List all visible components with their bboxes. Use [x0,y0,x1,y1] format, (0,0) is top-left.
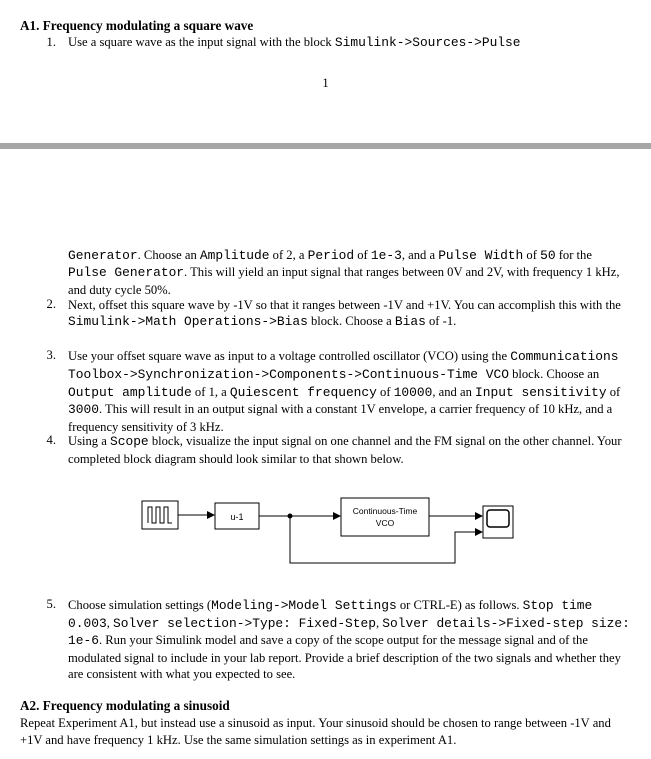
item-number: 4. [46,433,56,447]
item1-continuation: Generator. Choose an Amplitude of 2, a Period of 1e-3, and a Pulse Width of 50 for the Pulse Generator. This will yield an input signal that ranges between 0V and 2V, with frequency 1 kHz, and duty cycle 50%. [68,248,620,297]
block-diagram [0,485,651,575]
item1-text: Use a square wave as the input signal with the block Simulink->Sources->Pulse [68,35,521,50]
item-number: 3. [46,348,56,362]
item2-text: Next, offset this square wave by -1V so that it ranges between -1V and +1V. You can accomplish this with the Simulink->Math Operations->Bias block. Choose a Bias of -1. [68,298,621,330]
section-a1-title: A1. Frequency modulating a square wave [20,18,254,33]
pulse-generator-block [142,501,178,529]
item5-text: Choose simulation settings (Modeling->Model Settings or CTRL-E) as follows. Stop time 0.003, Solver selection->Type: Fixed-Step, Solver details->Fixed-step size: 1e-6. Run your Simulink model and save a copy of the scope output for the message signal and of the modulated signal to include in your lab report. Provide a brief description of the two signals and whether they are consistent with what you expected to see. [68,598,630,681]
scope-block [483,506,513,538]
item-number: 1. [46,35,56,49]
section-a2-body: Repeat Experiment A1, but instead use a sinusoid as input. Your sinusoid should be chosen to range between -1V and +1V and have frequency 1 kHz. Use the same simulation settings as in experiment A1. [20,716,611,747]
item3-text: Use your offset square wave as input to a voltage controlled oscillator (VCO) using the Communications Toolbox->Synchronization->Components->Continuous-Time VCO block. Choose an Output amplitude of 1, a Quiescent frequency of 10000, and an Input sensitivity of 3000. This will result in an output signal with a constant 1V envelope, a carrier frequency of 10 kHz, and a frequency sensitivity of 3 kHz. [68,349,621,435]
vco-block [341,498,429,536]
item-number: 2. [46,297,56,311]
vco-label-line1: Continuous-Time [352,506,418,516]
bias-block [215,503,259,529]
bias-label: u-1 [230,512,244,522]
page-number: 1 [322,76,329,90]
section-a2-title: A2. Frequency modulating a sinusoid [20,698,230,713]
scope-icon [487,510,509,527]
item-number: 5. [46,597,56,611]
page-divider [0,143,651,149]
item4-text: Using a Scope block, visualize the input signal on one channel and the FM signal on the other channel. Your completed block diagram should look similar to that shown below. [68,434,622,466]
vco-label-line2: VCO [375,518,395,528]
